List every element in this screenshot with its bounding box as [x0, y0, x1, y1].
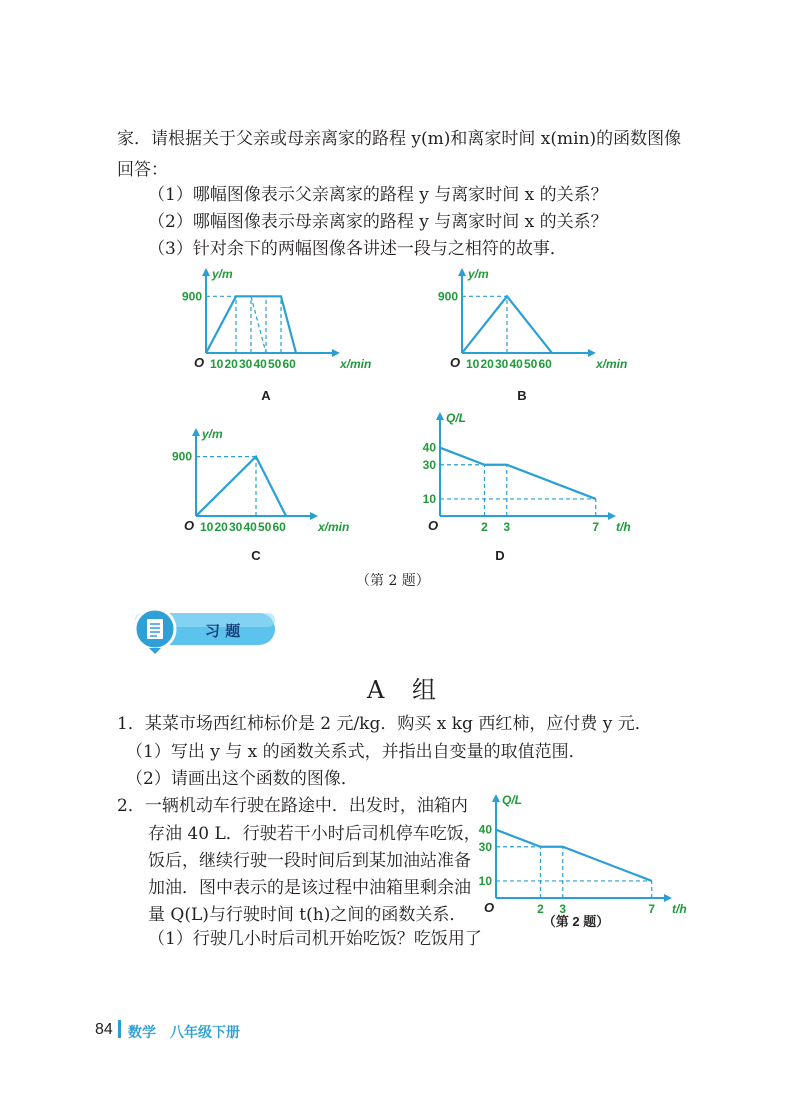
x-tick-label: 10: [466, 357, 480, 371]
x-axis-arrow: [310, 512, 318, 520]
y-axis-arrow: [192, 428, 200, 436]
y-tick-label: 10: [422, 491, 436, 506]
exercise-banner: [117, 607, 277, 651]
y-axis-title: Q/L: [502, 793, 522, 807]
x-axis-arrow: [608, 512, 616, 520]
intro-line-1: 家．请根据关于父亲或母亲离家的路程 y(m)和离家时间 x(min)的函数图像: [117, 129, 682, 149]
x-tick-label: 10: [210, 357, 224, 371]
chart-d: [420, 400, 631, 570]
x-tick-label: 2: [537, 902, 544, 916]
chart-caption: B: [517, 388, 527, 403]
x-axis-title: t/h: [672, 902, 687, 916]
x-tick-label: 60: [282, 357, 296, 371]
x-tick-label: 30: [239, 357, 253, 371]
footer-separator: [118, 1020, 121, 1038]
x-tick-label: 50: [524, 357, 538, 371]
x-axis-title: x/min: [318, 520, 350, 534]
x-tick-label: 7: [648, 902, 656, 916]
exercise-2-q1: （1）行驶几小时后司机开始吃饭？吃饭用了: [148, 929, 482, 949]
notebook-icon: [147, 619, 163, 639]
question-3: （3）针对余下的两幅图像各讲述一段与之相符的故事．: [148, 239, 567, 259]
exercise-2-line-4: 加油．图中表示的是该过程中油箱里剩余油: [148, 878, 471, 898]
page-number: 84: [95, 1021, 113, 1038]
x-axis-title: x/min: [340, 357, 372, 371]
exercise-banner-label: 习 题: [205, 622, 241, 640]
exercise-2-line-3: 饭后，继续行驶一段时间后到某加油站准备: [148, 851, 471, 871]
x-tick-label: 20: [214, 520, 228, 534]
guide-line: [251, 296, 266, 353]
group-title: A 组: [367, 676, 446, 704]
x-tick-label: 2: [481, 520, 488, 534]
y-axis-title: y/m: [468, 267, 489, 281]
x-tick-label: 30: [495, 357, 509, 371]
question-1: （1）哪幅图像表示父亲离家的路程 y 与离家时间 x 的关系？: [148, 185, 608, 205]
x-axis-arrow: [588, 349, 596, 357]
origin-label: O: [194, 355, 205, 370]
chart-caption: A: [261, 388, 271, 403]
x-axis-title: x/min: [596, 357, 628, 371]
exercise-2-line-1: 2．一辆机动车行驶在路途中．出发时，油箱内: [117, 796, 468, 816]
y-axis-arrow: [492, 794, 500, 802]
exercise-1-q2: （2）请画出这个函数的图像．: [126, 769, 358, 789]
chart-caption: C: [251, 548, 261, 563]
origin-label: O: [484, 900, 495, 915]
y-tick-label: 40: [422, 440, 436, 455]
x-axis-title: t/h: [616, 520, 631, 534]
y-axis-arrow: [202, 268, 210, 276]
series-line: [496, 830, 652, 881]
chart-caption: D: [495, 548, 505, 563]
y-axis-arrow: [458, 268, 466, 276]
x-tick-label: 3: [503, 520, 511, 534]
y-tick-label: 900: [181, 289, 202, 304]
chart-caption: （第 2 题）: [542, 914, 610, 929]
x-tick-label: 50: [258, 520, 272, 534]
chart-b: [428, 262, 628, 412]
x-tick-label: 30: [229, 520, 243, 534]
chart-e: [476, 790, 687, 930]
exercise-2-line-2: 存油 40 L．行驶若干小时后司机停车吃饭，: [148, 824, 481, 844]
question-2: （2）哪幅图像表示母亲离家的路程 y 与离家时间 x 的关系？: [148, 212, 608, 232]
origin-label: O: [184, 518, 195, 533]
x-tick-label: 60: [272, 520, 286, 534]
x-tick-label: 40: [253, 357, 267, 371]
y-tick-label: 30: [478, 839, 492, 854]
x-tick-label: 10: [200, 520, 214, 534]
series-line: [196, 457, 286, 516]
y-axis-title: y/m: [202, 427, 223, 441]
x-tick-label: 3: [559, 902, 567, 916]
x-tick-label: 7: [592, 520, 600, 534]
x-tick-label: 20: [224, 357, 238, 371]
y-tick-label: 30: [422, 457, 436, 472]
y-tick-label: 900: [437, 289, 458, 304]
chart-a: [172, 262, 372, 412]
origin-label: O: [428, 518, 439, 533]
x-tick-label: 20: [480, 357, 494, 371]
chart-c: [172, 420, 372, 570]
y-tick-label: 900: [171, 449, 192, 464]
x-axis-arrow: [332, 349, 340, 357]
book-title: 数学 八年级下册: [128, 1025, 240, 1041]
y-axis-title: y/m: [212, 267, 233, 281]
y-axis-title: Q/L: [446, 411, 466, 425]
origin-label: O: [450, 355, 461, 370]
x-tick-label: 40: [509, 357, 523, 371]
series-line: [440, 448, 596, 499]
x-tick-label: 50: [268, 357, 282, 371]
exercise-1-q1: （1）写出 y 与 x 的函数关系式，并指出自变量的取值范围．: [126, 742, 586, 762]
intro-line-2: 回答：: [117, 160, 168, 180]
x-axis-arrow: [664, 894, 672, 902]
x-tick-label: 60: [538, 357, 552, 371]
exercise-1: 1．某菜市场西红柿标价是 2 元/kg．购买 x kg 西红柿，应付费 y 元．: [117, 714, 652, 734]
y-tick-label: 10: [478, 873, 492, 888]
x-tick-label: 40: [243, 520, 257, 534]
y-axis-arrow: [436, 412, 444, 420]
exercise-2-line-5: 量 Q(L)与行驶时间 t(h)之间的函数关系．: [148, 905, 467, 925]
y-tick-label: 40: [478, 822, 492, 837]
figure-caption: （第 2 题）: [356, 573, 430, 589]
